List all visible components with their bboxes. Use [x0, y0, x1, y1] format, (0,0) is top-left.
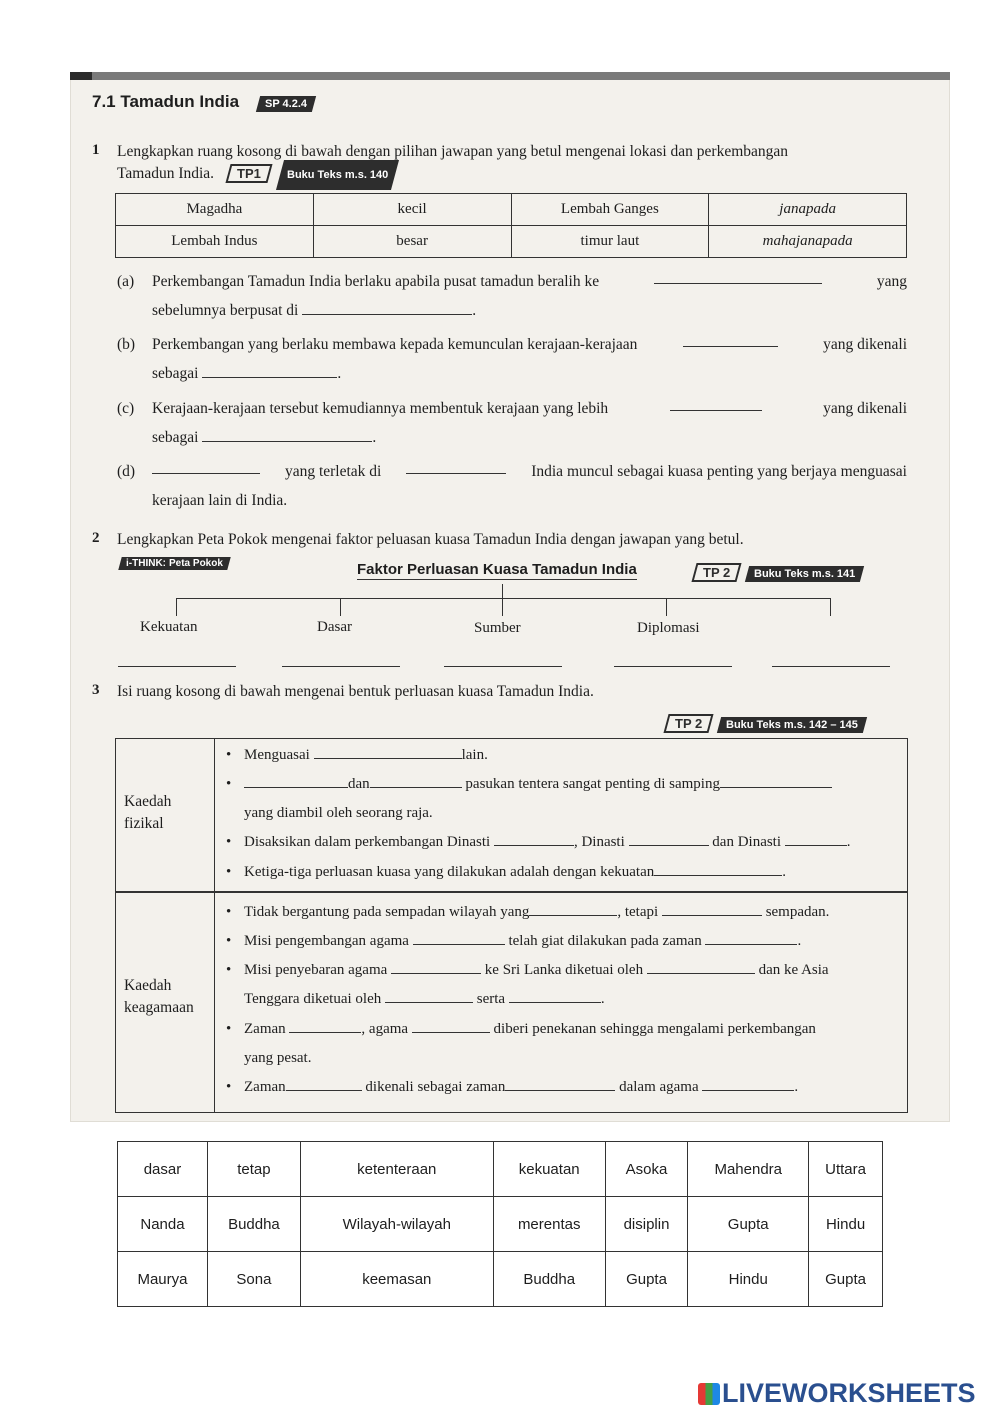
blank[interactable]: [654, 861, 782, 876]
blank[interactable]: [529, 901, 617, 916]
q1c-blank-2[interactable]: [202, 427, 372, 442]
q2-tags: [694, 563, 863, 582]
q1d-text: yang terletak di India muncul sebagai kuasa penting yang berjaya menguasai kerajaan lain di India.: [152, 459, 907, 514]
blank[interactable]: [314, 744, 462, 759]
blank[interactable]: [785, 831, 847, 846]
tree-branch-5: [830, 598, 831, 616]
blank[interactable]: [505, 1076, 615, 1091]
blank[interactable]: [286, 1076, 362, 1091]
q1c-text: Kerajaan-kerajaan tersebut kemudiannya membentuk kerajaan yang lebih yang dikenali sebagai .: [152, 396, 907, 451]
q2-instruction: Lengkapkan Peta Pokok mengenai faktor peluasan kuasa Tamadun India dengan jawapan yang betul.: [117, 531, 744, 548]
keagamaan-point-4: • Zaman , agama diberi penekanan sehingga mengalami perkembangan: [244, 1018, 816, 1040]
blank[interactable]: [509, 988, 601, 1003]
q1-tp-tag: TP1: [225, 164, 272, 183]
word-bank-cell[interactable]: Uttara: [809, 1142, 883, 1197]
word-bank-cell[interactable]: Asoka: [605, 1142, 688, 1197]
sp-tag: SP 4.2.4: [256, 96, 316, 112]
blank[interactable]: [720, 773, 832, 788]
blank[interactable]: [705, 930, 797, 945]
word-bank-cell[interactable]: Sona: [207, 1252, 300, 1307]
tree-label-kekuatan: Kekuatan: [140, 619, 198, 635]
q2-ithink-tag: i-THINK: Peta Pokok: [120, 553, 229, 571]
tree-label-diplomasi: Diplomasi: [637, 620, 700, 636]
q1a-blank-1[interactable]: [654, 269, 822, 284]
q3-ref-tag: Buku Teks m.s. 142 – 145: [717, 717, 867, 733]
tree-answer-2[interactable]: [282, 666, 400, 667]
word-bank-cell[interactable]: Buddha: [493, 1252, 605, 1307]
q3-table-divider-h: [115, 891, 907, 893]
keagamaan-point-2: • Misi pengembangan agama telah giat dilakukan pada zaman .: [244, 930, 801, 952]
tree-label-sumber: Sumber: [474, 620, 521, 636]
tree-branch-1: [176, 598, 177, 616]
q3-number: 3: [92, 682, 100, 698]
option-cell: janapada: [709, 194, 907, 226]
word-bank-cell[interactable]: Gupta: [605, 1252, 688, 1307]
word-bank-cell[interactable]: tetap: [207, 1142, 300, 1197]
q1b-blank-2[interactable]: [202, 363, 337, 378]
q1b-text: Perkembangan yang berlaku membawa kepada kemunculan kerajaan-kerajaan yang dikenali sebagai .: [152, 332, 907, 387]
q1a-blank-2[interactable]: [302, 300, 472, 315]
blank[interactable]: [391, 959, 481, 974]
q3-tp-tag: TP 2: [663, 714, 713, 733]
q2-number: 2: [92, 530, 100, 546]
option-cell: besar: [313, 226, 511, 258]
option-cell: Lembah Indus: [116, 226, 314, 258]
option-cell: Lembah Ganges: [511, 194, 709, 226]
q1d-blank-2[interactable]: [406, 459, 506, 474]
q1a-label: (a): [117, 273, 135, 290]
page-top-bar-accent: [70, 72, 92, 80]
tree-branch-2: [340, 598, 341, 616]
tree-answer-4[interactable]: [614, 666, 732, 667]
blank[interactable]: [412, 1018, 490, 1033]
q1d-blank-1[interactable]: [152, 459, 260, 474]
tree-stem: [502, 584, 503, 598]
blank[interactable]: [647, 959, 755, 974]
q1-instruction: Lengkapkan ruang kosong di bawah dengan pilihan jawapan yang betul mengenai lokasi dan perkembangan Tamadun India. TP1 Buku Teks m.s. 140: [117, 139, 909, 190]
fizikal-point-2-cont: yang diambil oleh seorang raja.: [244, 805, 433, 821]
tree-label-dasar: Dasar: [317, 619, 352, 635]
word-bank-cell[interactable]: Mahendra: [688, 1142, 809, 1197]
word-bank-cell[interactable]: Nanda: [118, 1197, 208, 1252]
blank[interactable]: [494, 831, 574, 846]
q1c-blank-1[interactable]: [670, 396, 762, 411]
tree-answer-1[interactable]: [118, 666, 236, 667]
q1-ref-tag: Buku Teks m.s. 140: [276, 160, 399, 190]
blank[interactable]: [662, 901, 762, 916]
tree-branch-4: [666, 598, 667, 616]
option-cell: mahajanapada: [709, 226, 907, 258]
tree-answer-5[interactable]: [772, 666, 890, 667]
q2-ref-tag: Buku Teks m.s. 141: [745, 566, 865, 582]
word-bank-cell[interactable]: Gupta: [688, 1197, 809, 1252]
blank[interactable]: [385, 988, 473, 1003]
keagamaan-point-3: • Misi penyebaran agama ke Sri Lanka diketuai oleh dan ke Asia: [244, 959, 829, 981]
fizikal-point-3: • Disaksikan dalam perkembangan Dinasti , Dinasti dan Dinasti .: [244, 831, 851, 853]
keagamaan-point-4-cont: yang pesat.: [244, 1050, 312, 1066]
blank[interactable]: [244, 773, 348, 788]
q3-instruction: Isi ruang kosong di bawah mengenai bentuk perluasan kuasa Tamadun India.: [117, 683, 594, 700]
word-bank-cell[interactable]: ketenteraan: [300, 1142, 493, 1197]
blank[interactable]: [702, 1076, 794, 1091]
blank[interactable]: [370, 773, 462, 788]
fizikal-point-2: • dan pasukan tentera sangat penting di samping: [244, 773, 832, 795]
word-bank-cell[interactable]: Buddha: [207, 1197, 300, 1252]
option-cell: Magadha: [116, 194, 314, 226]
q1d-label: (d): [117, 463, 136, 480]
fizikal-point-4: • Ketiga-tiga perluasan kuasa yang dilakukan adalah dengan kekuatan .: [244, 861, 786, 883]
word-bank-cell[interactable]: Hindu: [809, 1197, 883, 1252]
q3-tags: [666, 714, 865, 733]
option-cell: timur laut: [511, 226, 709, 258]
row-label-keagamaan: Kaedah keagamaan: [124, 977, 194, 1016]
tree-answer-3[interactable]: [444, 666, 562, 667]
fizikal-point-1: • Menguasai lain.: [244, 744, 488, 766]
keagamaan-point-5: • Zaman dikenali sebagai zaman dalam agama .: [244, 1076, 798, 1098]
option-cell: kecil: [313, 194, 511, 226]
word-bank-table: [117, 1141, 883, 1307]
keagamaan-point-3-cont: Tenggara diketuai oleh serta .: [244, 988, 605, 1010]
word-bank-cell[interactable]: Hindu: [688, 1252, 809, 1307]
tree-title: Faktor Perluasan Kuasa Tamadun India: [357, 561, 637, 578]
tree-branch-3: [502, 598, 503, 616]
q2-tp-tag: TP 2: [691, 563, 741, 582]
blank[interactable]: [289, 1018, 361, 1033]
word-bank-cell[interactable]: Wilayah-wilayah: [300, 1197, 493, 1252]
q1a-text: Perkembangan Tamadun India berlaku apabila pusat tamadun beralih ke yang sebelumnya berpusat di .: [152, 269, 907, 324]
tree-branch-bar: [176, 598, 831, 599]
word-bank-cell[interactable]: keemasan: [300, 1252, 493, 1307]
word-bank-cell[interactable]: disiplin: [605, 1197, 688, 1252]
word-bank-cell[interactable]: merentas: [493, 1197, 605, 1252]
word-bank-cell[interactable]: dasar: [118, 1142, 208, 1197]
blank[interactable]: [629, 831, 709, 846]
row-label-fizikal: Kaedah fizikal: [124, 793, 172, 832]
word-bank-cell[interactable]: Gupta: [809, 1252, 883, 1307]
blank[interactable]: [413, 930, 505, 945]
liveworksheets-logo: LIVEWORKSHEETS: [698, 1378, 976, 1409]
word-bank-cell[interactable]: kekuatan: [493, 1142, 605, 1197]
q1b-label: (b): [117, 336, 136, 353]
keagamaan-point-1: • Tidak bergantung pada sempadan wilayah yang , tetapi sempadan.: [244, 901, 829, 923]
q1c-label: (c): [117, 400, 135, 417]
q3-table-divider-v: [214, 738, 215, 1112]
page-top-bar: [70, 72, 950, 80]
q1-options-table: [115, 193, 907, 258]
section-title: 7.1 Tamadun India SP 4.2.4: [92, 92, 314, 112]
q1-number: 1: [92, 142, 100, 158]
q1b-blank-1[interactable]: [683, 332, 778, 347]
word-bank-cell[interactable]: Maurya: [118, 1252, 208, 1307]
liveworksheets-logo-icon: [698, 1383, 720, 1405]
